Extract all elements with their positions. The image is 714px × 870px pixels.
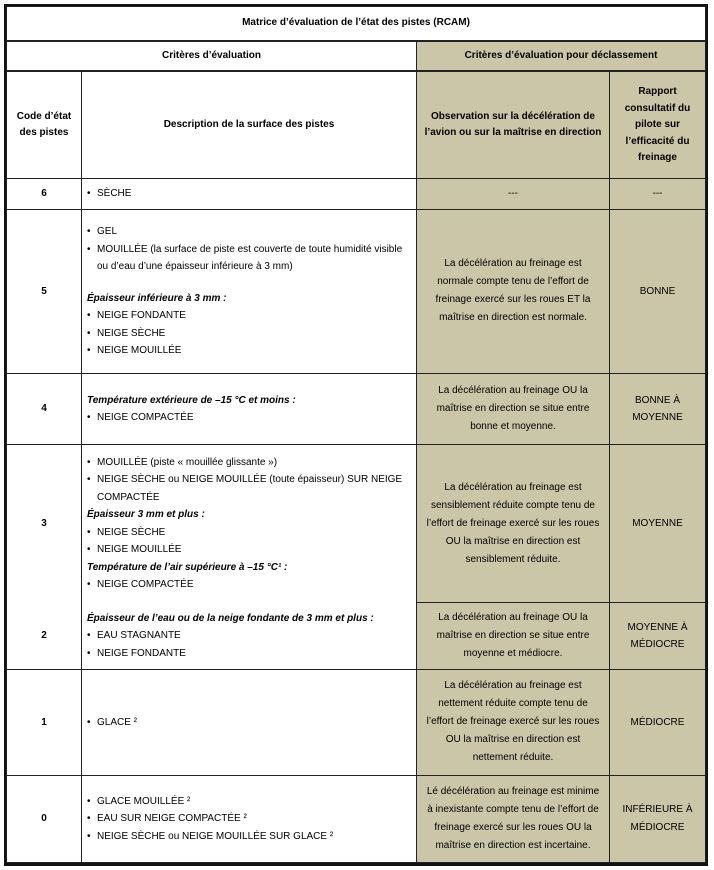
pilot-report-cell: BONNE À MOYENNE bbox=[610, 374, 706, 445]
surface-list bbox=[87, 627, 411, 662]
list-item: • GEL bbox=[87, 223, 411, 241]
description-cell bbox=[82, 775, 417, 862]
surface-list bbox=[87, 307, 411, 360]
code-cell: 4 bbox=[7, 374, 82, 445]
table-row-code-5 bbox=[7, 209, 706, 373]
code-cell: 5 bbox=[7, 209, 82, 373]
surface-list bbox=[87, 576, 411, 594]
table-title: Matrice d’évaluation de l’état des pistes (RCAM) bbox=[7, 7, 706, 41]
observation-cell: La décélération au freinage OU la maîtrise en direction se situe entre bonne et moyenne. bbox=[417, 374, 610, 445]
list-item: • NEIGE SÈCHE ou NEIGE MOUILLÉE (toute épaisseur) SUR NEIGE COMPACTÉE bbox=[87, 471, 411, 506]
list-item: • EAU SUR NEIGE COMPACTÉE ² bbox=[87, 810, 411, 828]
code-cell: 3 bbox=[7, 445, 82, 603]
surface-list bbox=[87, 454, 411, 507]
list-item: • NEIGE FONDANTE bbox=[87, 307, 411, 325]
condition-subheading: Épaisseur de l’eau ou de la neige fondante de 3 mm et plus : bbox=[87, 612, 374, 624]
surface-list bbox=[87, 524, 411, 559]
list-item: • NEIGE MOUILLÉE bbox=[87, 342, 411, 360]
list-item: • NEIGE COMPACTÉE bbox=[87, 576, 411, 594]
surface-list bbox=[87, 185, 411, 203]
surface-list bbox=[87, 409, 411, 427]
list-item: • NEIGE MOUILLÉE bbox=[87, 541, 411, 559]
group-header-criteria: Critères d’évaluation bbox=[7, 41, 417, 71]
title-row bbox=[7, 7, 706, 41]
list-item: • SÈCHE bbox=[87, 185, 411, 203]
list-item: • GLACE ² bbox=[87, 714, 411, 732]
header-pilot-report: Rapport consultatif du pilote sur l’efficacité du freinage bbox=[610, 71, 706, 179]
description-cell bbox=[82, 209, 417, 373]
code-cell: 6 bbox=[7, 179, 82, 209]
list-item: • GLACE MOUILLÉE ² bbox=[87, 793, 411, 811]
list-item: • EAU STAGNANTE bbox=[87, 627, 411, 645]
pilot-report-cell: MOYENNE À MÉDIOCRE bbox=[610, 603, 706, 670]
list-item: • MOUILLÉE (piste « mouillée glissante ») bbox=[87, 454, 411, 472]
pilot-report-cell: BONNE bbox=[610, 209, 706, 373]
rcam-table bbox=[6, 6, 706, 863]
rcam-document bbox=[4, 4, 708, 866]
header-description: Description de la surface des pistes bbox=[82, 71, 417, 179]
table-row-code-0 bbox=[7, 775, 706, 862]
pilot-report-cell: MOYENNE bbox=[610, 445, 706, 603]
header-code: Code d’état des pistes bbox=[7, 71, 82, 179]
description-cell bbox=[82, 670, 417, 775]
list-item: • NEIGE FONDANTE bbox=[87, 645, 411, 663]
table-row-code-4 bbox=[7, 374, 706, 445]
table-row-code-3 bbox=[7, 445, 706, 603]
observation-cell: La décélération au freinage OU la maîtrise en direction se situe entre moyenne et médiocre. bbox=[417, 603, 610, 670]
description-cell bbox=[82, 603, 417, 670]
header-observation: Observation sur la décélération de l’avion ou sur la maîtrise en direction bbox=[417, 71, 610, 179]
pilot-report-cell: INFÉRIEURE À MÉDIOCRE bbox=[610, 775, 706, 862]
condition-subheading: Épaisseur 3 mm et plus : bbox=[87, 509, 205, 521]
description-cell bbox=[82, 445, 417, 603]
condition-subheading: Température extérieure de –15 °C et moins : bbox=[87, 394, 296, 406]
observation-cell: --- bbox=[417, 179, 610, 209]
code-cell: 1 bbox=[7, 670, 82, 775]
observation-cell: La décélération au freinage est sensiblement réduite compte tenu de l’effort de freinage exercé sur les roues OU la maîtrise en direction est sensiblement réduite. bbox=[417, 445, 610, 603]
code-cell: 0 bbox=[7, 775, 82, 862]
table-row-code-6 bbox=[7, 179, 706, 209]
surface-list bbox=[87, 714, 411, 732]
table-row-code-1 bbox=[7, 670, 706, 775]
condition-subheading: Température de l’air supérieure à –15 °C¹ : bbox=[87, 561, 288, 573]
observation-cell: La décélération au freinage est nettement réduite compte tenu de l’effort de freinage exercé sur les roues OU la maîtrise en direction est nettement réduite. bbox=[417, 670, 610, 775]
group-header-downgrade: Critères d’évaluation pour déclassement bbox=[417, 41, 706, 71]
description-cell bbox=[82, 374, 417, 445]
list-item: • NEIGE SÈCHE ou NEIGE MOUILLÉE SUR GLACE ² bbox=[87, 828, 411, 846]
list-item: • NEIGE SÈCHE bbox=[87, 325, 411, 343]
pilot-report-cell: --- bbox=[610, 179, 706, 209]
observation-cell: La décélération au freinage est normale compte tenu de l’effort de freinage exercé sur les roues ET la maîtrise en direction est normale. bbox=[417, 209, 610, 373]
surface-list bbox=[87, 223, 411, 276]
column-header-row bbox=[7, 71, 706, 179]
list-item: • NEIGE SÈCHE bbox=[87, 524, 411, 542]
observation-cell: Lé décélération au freinage est minime à inexistante compte tenu de l’effort de freinage exercé sur les roues OU la maîtrise en direction est incertaine. bbox=[417, 775, 610, 862]
surface-list bbox=[87, 793, 411, 846]
condition-subheading: Épaisseur inférieure à 3 mm : bbox=[87, 292, 227, 304]
code-cell: 2 bbox=[7, 603, 82, 670]
list-item: • MOUILLÉE (la surface de piste est couverte de toute humidité visible ou d’eau d’une épaisseur inférieure à 3 mm) bbox=[87, 241, 411, 276]
description-cell bbox=[82, 179, 417, 209]
list-item: • NEIGE COMPACTÉE bbox=[87, 409, 411, 427]
group-header-row bbox=[7, 41, 706, 71]
pilot-report-cell: MÉDIOCRE bbox=[610, 670, 706, 775]
table-row-code-2 bbox=[7, 603, 706, 670]
